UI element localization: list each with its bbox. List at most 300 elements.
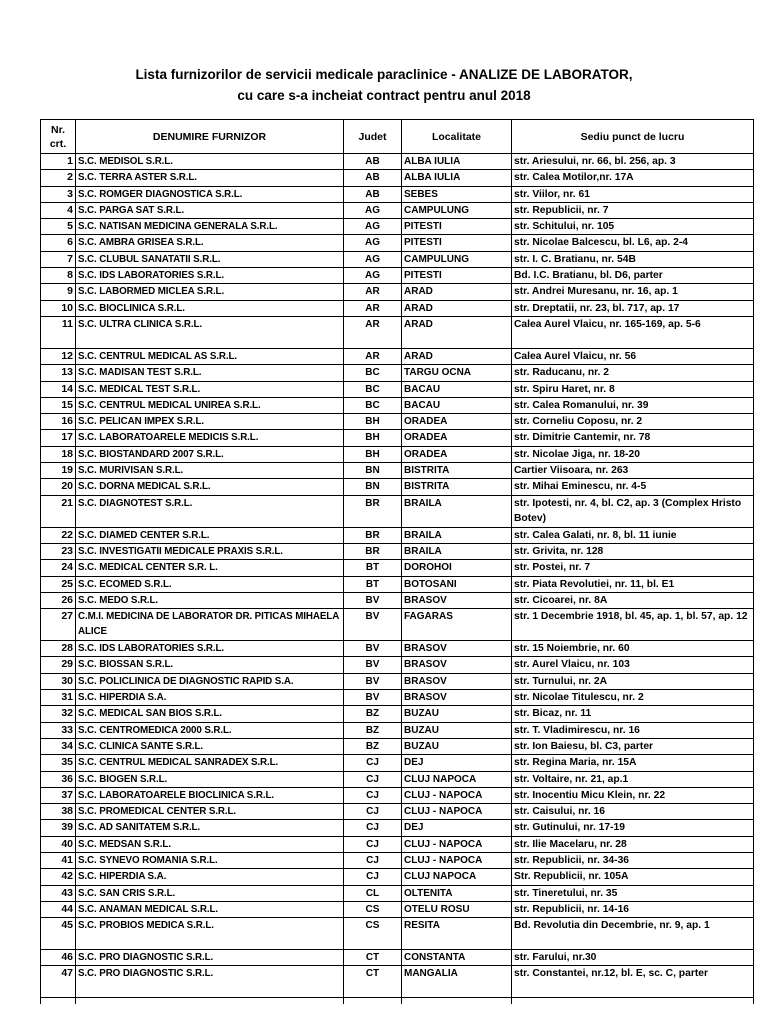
table-row xyxy=(41,641,754,657)
cell-sediu: str. Republicii, nr. 14-16 xyxy=(512,901,754,917)
cell-denumire: S.C. DORNA MEDICAL S.R.L. xyxy=(76,479,344,495)
cell-judet: BC xyxy=(344,365,402,381)
cell-judet: BR xyxy=(344,543,402,559)
cell-nr: 34 xyxy=(41,738,76,754)
cell-nr: 31 xyxy=(41,690,76,706)
cell-sediu: str. Ion Baiesu, bl. C3, parter xyxy=(512,738,754,754)
cell-sediu: str. Republicii, nr. 34-36 xyxy=(512,852,754,868)
table-row xyxy=(41,300,754,316)
cell-localitate: ARAD xyxy=(402,284,512,300)
cell-judet: BV xyxy=(344,592,402,608)
cell-sediu: Bd. Revolutia din Decembrie, nr. 9, ap. 1 xyxy=(512,918,754,950)
providers-table xyxy=(40,119,754,1004)
cell-judet: CJ xyxy=(344,755,402,771)
table-row xyxy=(41,430,754,446)
cell-judet: AB xyxy=(344,170,402,186)
cell-denumire: S.C. AMBRA GRISEA S.R.L. xyxy=(76,235,344,251)
cell-judet: CJ xyxy=(344,820,402,836)
cell-denumire: S.C. ANAMAN MEDICAL S.R.L. xyxy=(76,901,344,917)
cell-localitate: SEBES xyxy=(402,186,512,202)
cell-sediu: str. Nicolae Jiga, nr. 18-20 xyxy=(512,446,754,462)
table-row xyxy=(41,592,754,608)
table-end-row xyxy=(41,998,754,1005)
cell-denumire: S.C. CENTRUL MEDICAL AS S.R.L. xyxy=(76,348,344,364)
cell-localitate: CLUJ - NAPOCA xyxy=(402,787,512,803)
cell-localitate: DOROHOI xyxy=(402,560,512,576)
table-row xyxy=(41,755,754,771)
cell-localitate: BACAU xyxy=(402,381,512,397)
cell-denumire: S.C. PELICAN IMPEX S.R.L. xyxy=(76,414,344,430)
cell-localitate: OLTENITA xyxy=(402,885,512,901)
cell-denumire: C.M.I. MEDICINA DE LABORATOR DR. PITICAS MIHAELA ALICE xyxy=(76,609,344,641)
document-title xyxy=(0,64,768,106)
cell-denumire: S.C. AD SANITATEM S.R.L. xyxy=(76,820,344,836)
cell-localitate: CAMPULUNG xyxy=(402,202,512,218)
cell-denumire: S.C. BIOGEN S.R.L. xyxy=(76,771,344,787)
cell-denumire: S.C. ECOMED S.R.L. xyxy=(76,576,344,592)
cell-localitate: BRASOV xyxy=(402,690,512,706)
cell-nr: 18 xyxy=(41,446,76,462)
cell-nr: 47 xyxy=(41,966,76,998)
table-row xyxy=(41,722,754,738)
cell-sediu: str. Cicoarei, nr. 8A xyxy=(512,592,754,608)
cell-sediu: Cartier Viisoara, nr. 263 xyxy=(512,463,754,479)
cell-judet: AG xyxy=(344,235,402,251)
cell-denumire: S.C. CLUBUL SANATATII S.R.L. xyxy=(76,251,344,267)
table-row xyxy=(41,560,754,576)
cell-sediu: str. Gutinului, nr. 17-19 xyxy=(512,820,754,836)
cell-judet: BR xyxy=(344,495,402,527)
header-nr-crt xyxy=(41,120,76,154)
table-row xyxy=(41,657,754,673)
cell-sediu: str. Regina Maria, nr. 15A xyxy=(512,755,754,771)
cell-localitate: PITESTI xyxy=(402,219,512,235)
cell-denumire: S.C. PROBIOS MEDICA S.R.L. xyxy=(76,918,344,950)
cell-denumire: S.C. DIAGNOTEST S.R.L. xyxy=(76,495,344,527)
cell-nr: 8 xyxy=(41,268,76,284)
table-row xyxy=(41,316,754,348)
cell-denumire: S.C. PROMEDICAL CENTER S.R.L. xyxy=(76,804,344,820)
cell-nr: 26 xyxy=(41,592,76,608)
cell-sediu: Calea Aurel Vlaicu, nr. 165-169, ap. 5-6 xyxy=(512,316,754,348)
table-row xyxy=(41,202,754,218)
cell-judet: CJ xyxy=(344,787,402,803)
table-row xyxy=(41,479,754,495)
table-row xyxy=(41,397,754,413)
cell-denumire: S.C. HIPERDIA S.A. xyxy=(76,869,344,885)
table-header-row xyxy=(41,120,754,154)
table-row xyxy=(41,836,754,852)
header-crt-label: crt. xyxy=(49,137,67,150)
table-row xyxy=(41,738,754,754)
cell-judet: BT xyxy=(344,560,402,576)
cell-nr: 36 xyxy=(41,771,76,787)
cell-judet: BV xyxy=(344,609,402,641)
cell-denumire: S.C. ULTRA CLINICA S.R.L. xyxy=(76,316,344,348)
cell-nr: 29 xyxy=(41,657,76,673)
cell-judet: BV xyxy=(344,657,402,673)
cell-denumire: S.C. DIAMED CENTER S.R.L. xyxy=(76,527,344,543)
table-row xyxy=(41,787,754,803)
cell-denumire: S.C. LABORATOARELE MEDICIS S.R.L. xyxy=(76,430,344,446)
cell-judet: BZ xyxy=(344,738,402,754)
cell-nr: 45 xyxy=(41,918,76,950)
cell-localitate: BRAILA xyxy=(402,527,512,543)
cell-sediu: str. Inocentiu Micu Klein, nr. 22 xyxy=(512,787,754,803)
cell-sediu: Calea Aurel Vlaicu, nr. 56 xyxy=(512,348,754,364)
table-row xyxy=(41,950,754,966)
table-row xyxy=(41,690,754,706)
cell-judet: CS xyxy=(344,901,402,917)
header-judet: Judet xyxy=(344,120,402,154)
cell-nr: 32 xyxy=(41,706,76,722)
table-body xyxy=(41,154,754,1005)
cell-denumire: S.C. BIOCLINICA S.R.L. xyxy=(76,300,344,316)
table-row xyxy=(41,771,754,787)
table-row xyxy=(41,219,754,235)
cell-judet: AR xyxy=(344,300,402,316)
cell-localitate: ALBA IULIA xyxy=(402,170,512,186)
cell-localitate: DEJ xyxy=(402,755,512,771)
cell-nr: 22 xyxy=(41,527,76,543)
cell-sediu: str. Caisului, nr. 16 xyxy=(512,804,754,820)
cell-sediu: str. Constantei, nr.12, bl. E, sc. C, parter xyxy=(512,966,754,998)
cell-denumire: S.C. LABORMED MICLEA S.R.L. xyxy=(76,284,344,300)
cell-judet: AR xyxy=(344,348,402,364)
cell-localitate: CLUJ NAPOCA xyxy=(402,771,512,787)
cell-nr: 14 xyxy=(41,381,76,397)
cell-judet: CJ xyxy=(344,852,402,868)
cell-localitate: DEJ xyxy=(402,820,512,836)
cell-judet: CT xyxy=(344,966,402,998)
cell-localitate: ARAD xyxy=(402,348,512,364)
cell-judet: BC xyxy=(344,381,402,397)
cell-denumire: S.C. CENTRUL MEDICAL SANRADEX S.R.L. xyxy=(76,755,344,771)
cell-nr: 15 xyxy=(41,397,76,413)
cell-localitate: ORADEA xyxy=(402,414,512,430)
cell-judet: AB xyxy=(344,186,402,202)
cell-judet: BR xyxy=(344,527,402,543)
cell-denumire: S.C. HIPERDIA S.A. xyxy=(76,690,344,706)
table-row xyxy=(41,235,754,251)
cell-denumire: S.C. SAN CRIS S.R.L. xyxy=(76,885,344,901)
cell-denumire: S.C. MEDICAL CENTER S.R. L. xyxy=(76,560,344,576)
cell-nr: 28 xyxy=(41,641,76,657)
table-row xyxy=(41,918,754,950)
cell-judet: CT xyxy=(344,950,402,966)
table-row xyxy=(41,820,754,836)
cell-sediu: str. Calea Romanului, nr. 39 xyxy=(512,397,754,413)
cell-nr: 7 xyxy=(41,251,76,267)
table-row xyxy=(41,495,754,527)
table-row xyxy=(41,268,754,284)
cell-localitate: BOTOSANI xyxy=(402,576,512,592)
cell-judet: BH xyxy=(344,430,402,446)
table-row xyxy=(41,186,754,202)
cell-judet: CJ xyxy=(344,869,402,885)
cell-localitate: RESITA xyxy=(402,918,512,950)
cell-sediu: str. Ipotesti, nr. 4, bl. C2, ap. 3 (Complex Hristo Botev) xyxy=(512,495,754,527)
cell-denumire: S.C. NATISAN MEDICINA GENERALA S.R.L. xyxy=(76,219,344,235)
table-row xyxy=(41,527,754,543)
cell-localitate: BRASOV xyxy=(402,657,512,673)
table-row xyxy=(41,154,754,170)
table-row xyxy=(41,543,754,559)
cell-localitate: BRASOV xyxy=(402,641,512,657)
cell-sediu: str. Dreptatii, nr. 23, bl. 717, ap. 17 xyxy=(512,300,754,316)
empty-cell xyxy=(512,998,754,1005)
cell-denumire: S.C. CLINICA SANTE S.R.L. xyxy=(76,738,344,754)
table-row xyxy=(41,673,754,689)
cell-denumire: S.C. MEDICAL TEST S.R.L. xyxy=(76,381,344,397)
cell-judet: BH xyxy=(344,414,402,430)
cell-nr: 40 xyxy=(41,836,76,852)
cell-judet: AG xyxy=(344,202,402,218)
cell-judet: BH xyxy=(344,446,402,462)
cell-judet: BZ xyxy=(344,722,402,738)
cell-denumire: S.C. TERRA ASTER S.R.L. xyxy=(76,170,344,186)
cell-judet: CS xyxy=(344,918,402,950)
cell-nr: 5 xyxy=(41,219,76,235)
cell-sediu: str. Aurel Vlaicu, nr. 103 xyxy=(512,657,754,673)
table-row xyxy=(41,284,754,300)
header-sediu: Sediu punct de lucru xyxy=(512,120,754,154)
cell-sediu: str. Republicii, nr. 7 xyxy=(512,202,754,218)
cell-localitate: BRAILA xyxy=(402,543,512,559)
empty-cell xyxy=(76,998,344,1005)
cell-nr: 10 xyxy=(41,300,76,316)
cell-nr: 13 xyxy=(41,365,76,381)
table-row xyxy=(41,869,754,885)
cell-sediu: str. Ilie Macelaru, nr. 28 xyxy=(512,836,754,852)
cell-judet: BV xyxy=(344,641,402,657)
cell-nr: 2 xyxy=(41,170,76,186)
cell-denumire: S.C. IDS LABORATORIES S.R.L. xyxy=(76,641,344,657)
cell-localitate: PITESTI xyxy=(402,268,512,284)
cell-denumire: S.C. CENTRUL MEDICAL UNIREA S.R.L. xyxy=(76,397,344,413)
cell-judet: BT xyxy=(344,576,402,592)
cell-judet: BV xyxy=(344,673,402,689)
cell-sediu: str. Tineretului, nr. 35 xyxy=(512,885,754,901)
cell-localitate: FAGARAS xyxy=(402,609,512,641)
cell-denumire: S.C. MADISAN TEST S.R.L. xyxy=(76,365,344,381)
cell-localitate: BACAU xyxy=(402,397,512,413)
cell-localitate: BUZAU xyxy=(402,722,512,738)
cell-localitate: BUZAU xyxy=(402,706,512,722)
cell-denumire: S.C. PRO DIAGNOSTIC S.R.L. xyxy=(76,966,344,998)
cell-judet: AG xyxy=(344,268,402,284)
cell-sediu: Bd. I.C. Bratianu, bl. D6, parter xyxy=(512,268,754,284)
cell-sediu: str. T. Vladimirescu, nr. 16 xyxy=(512,722,754,738)
cell-denumire: S.C. PRO DIAGNOSTIC S.R.L. xyxy=(76,950,344,966)
cell-judet: BN xyxy=(344,463,402,479)
cell-nr: 11 xyxy=(41,316,76,348)
cell-sediu: str. Grivita, nr. 128 xyxy=(512,543,754,559)
cell-nr: 21 xyxy=(41,495,76,527)
cell-denumire: S.C. CENTROMEDICA 2000 S.R.L. xyxy=(76,722,344,738)
cell-denumire: S.C. MEDO S.R.L. xyxy=(76,592,344,608)
cell-sediu: str. Dimitrie Cantemir, nr. 78 xyxy=(512,430,754,446)
table-row xyxy=(41,446,754,462)
table-row xyxy=(41,576,754,592)
cell-localitate: BISTRITA xyxy=(402,463,512,479)
cell-localitate: TARGU OCNA xyxy=(402,365,512,381)
cell-sediu: str. Postei, nr. 7 xyxy=(512,560,754,576)
cell-sediu: str. Viilor, nr. 61 xyxy=(512,186,754,202)
cell-sediu: str. Schitului, nr. 105 xyxy=(512,219,754,235)
cell-nr: 43 xyxy=(41,885,76,901)
cell-localitate: CAMPULUNG xyxy=(402,251,512,267)
cell-denumire: S.C. LABORATOARELE BIOCLINICA S.R.L. xyxy=(76,787,344,803)
table-row xyxy=(41,706,754,722)
cell-judet: BN xyxy=(344,479,402,495)
cell-localitate: ALBA IULIA xyxy=(402,154,512,170)
cell-localitate: OTELU ROSU xyxy=(402,901,512,917)
empty-cell xyxy=(344,998,402,1005)
header-denumire: DENUMIRE FURNIZOR xyxy=(76,120,344,154)
cell-judet: BV xyxy=(344,690,402,706)
cell-nr: 38 xyxy=(41,804,76,820)
cell-localitate: CONSTANTA xyxy=(402,950,512,966)
cell-judet: CJ xyxy=(344,804,402,820)
table-row xyxy=(41,170,754,186)
cell-sediu: str. Bicaz, nr. 11 xyxy=(512,706,754,722)
cell-judet: AG xyxy=(344,251,402,267)
cell-sediu: str. Nicolae Balcescu, bl. L6, ap. 2-4 xyxy=(512,235,754,251)
cell-judet: CJ xyxy=(344,771,402,787)
table-row xyxy=(41,381,754,397)
cell-nr: 17 xyxy=(41,430,76,446)
cell-sediu: str. Andrei Muresanu, nr. 16, ap. 1 xyxy=(512,284,754,300)
cell-localitate: ARAD xyxy=(402,316,512,348)
cell-localitate: CLUJ NAPOCA xyxy=(402,869,512,885)
cell-sediu: str. Spiru Haret, nr. 8 xyxy=(512,381,754,397)
cell-localitate: ARAD xyxy=(402,300,512,316)
cell-sediu: str. I. C. Bratianu, nr. 54B xyxy=(512,251,754,267)
cell-localitate: ORADEA xyxy=(402,430,512,446)
cell-nr: 12 xyxy=(41,348,76,364)
cell-denumire: S.C. MEDSAN S.R.L. xyxy=(76,836,344,852)
cell-nr: 25 xyxy=(41,576,76,592)
cell-nr: 35 xyxy=(41,755,76,771)
empty-cell xyxy=(402,998,512,1005)
table-row xyxy=(41,414,754,430)
cell-denumire: S.C. POLICLINICA DE DIAGNOSTIC RAPID S.A. xyxy=(76,673,344,689)
cell-nr: 6 xyxy=(41,235,76,251)
cell-nr: 44 xyxy=(41,901,76,917)
cell-nr: 20 xyxy=(41,479,76,495)
cell-judet: AR xyxy=(344,316,402,348)
table-row xyxy=(41,348,754,364)
cell-localitate: MANGALIA xyxy=(402,966,512,998)
cell-nr: 46 xyxy=(41,950,76,966)
table-row xyxy=(41,804,754,820)
cell-nr: 37 xyxy=(41,787,76,803)
table-row xyxy=(41,609,754,641)
cell-localitate: BRASOV xyxy=(402,673,512,689)
table-row xyxy=(41,885,754,901)
cell-localitate: ORADEA xyxy=(402,446,512,462)
title-line-1: Lista furnizorilor de servicii medicale paraclinice - ANALIZE DE LABORATOR, xyxy=(135,67,633,82)
cell-nr: 30 xyxy=(41,673,76,689)
cell-sediu: str. Ariesului, nr. 66, bl. 256, ap. 3 xyxy=(512,154,754,170)
table-row xyxy=(41,365,754,381)
cell-nr: 41 xyxy=(41,852,76,868)
cell-judet: BC xyxy=(344,397,402,413)
cell-denumire: S.C. INVESTIGATII MEDICALE PRAXIS S.R.L. xyxy=(76,543,344,559)
empty-cell xyxy=(41,998,76,1005)
cell-nr: 4 xyxy=(41,202,76,218)
header-nr-label: Nr. xyxy=(50,123,65,136)
cell-sediu: str. Voltaire, nr. 21, ap.1 xyxy=(512,771,754,787)
cell-judet: CL xyxy=(344,885,402,901)
cell-sediu: str. Calea Galati, nr. 8, bl. 11 iunie xyxy=(512,527,754,543)
cell-localitate: BRAILA xyxy=(402,495,512,527)
cell-sediu: str. Nicolae Titulescu, nr. 2 xyxy=(512,690,754,706)
cell-nr: 16 xyxy=(41,414,76,430)
cell-judet: AB xyxy=(344,154,402,170)
cell-nr: 1 xyxy=(41,154,76,170)
cell-denumire: S.C. MURIVISAN S.R.L. xyxy=(76,463,344,479)
cell-sediu: str. Corneliu Coposu, nr. 2 xyxy=(512,414,754,430)
cell-localitate: PITESTI xyxy=(402,235,512,251)
cell-nr: 24 xyxy=(41,560,76,576)
cell-localitate: CLUJ - NAPOCA xyxy=(402,836,512,852)
cell-localitate: BUZAU xyxy=(402,738,512,754)
cell-nr: 19 xyxy=(41,463,76,479)
cell-nr: 3 xyxy=(41,186,76,202)
cell-denumire: S.C. BIOSSAN S.R.L. xyxy=(76,657,344,673)
cell-sediu: str. Farului, nr.30 xyxy=(512,950,754,966)
cell-sediu: str. Raducanu, nr. 2 xyxy=(512,365,754,381)
cell-sediu: str. Mihai Eminescu, nr. 4-5 xyxy=(512,479,754,495)
cell-denumire: S.C. IDS LABORATORIES S.R.L. xyxy=(76,268,344,284)
table-row xyxy=(41,852,754,868)
cell-judet: CJ xyxy=(344,836,402,852)
cell-sediu: str. Turnului, nr. 2A xyxy=(512,673,754,689)
cell-nr: 9 xyxy=(41,284,76,300)
cell-denumire: S.C. BIOSTANDARD 2007 S.R.L. xyxy=(76,446,344,462)
cell-denumire: S.C. MEDISOL S.R.L. xyxy=(76,154,344,170)
cell-sediu: str. Piata Revolutiei, nr. 11, bl. E1 xyxy=(512,576,754,592)
cell-nr: 23 xyxy=(41,543,76,559)
table-row xyxy=(41,251,754,267)
table-row xyxy=(41,901,754,917)
title-line-2: cu care s-a incheiat contract pentru anul 2018 xyxy=(237,88,531,103)
cell-nr: 33 xyxy=(41,722,76,738)
cell-denumire: S.C. PARGA SAT S.R.L. xyxy=(76,202,344,218)
cell-judet: AR xyxy=(344,284,402,300)
cell-localitate: CLUJ - NAPOCA xyxy=(402,804,512,820)
cell-denumire: S.C. ROMGER DIAGNOSTICA S.R.L. xyxy=(76,186,344,202)
cell-nr: 39 xyxy=(41,820,76,836)
table-row xyxy=(41,463,754,479)
cell-nr: 27 xyxy=(41,609,76,641)
cell-localitate: BISTRITA xyxy=(402,479,512,495)
cell-judet: AG xyxy=(344,219,402,235)
cell-nr: 42 xyxy=(41,869,76,885)
cell-sediu: str. 15 Noiembrie, nr. 60 xyxy=(512,641,754,657)
cell-localitate: CLUJ - NAPOCA xyxy=(402,852,512,868)
cell-denumire: S.C. SYNEVO ROMANIA S.R.L. xyxy=(76,852,344,868)
cell-sediu: str. 1 Decembrie 1918, bl. 45, ap. 1, bl. 57, ap. 12 xyxy=(512,609,754,641)
cell-sediu: Str. Republicii, nr. 105A xyxy=(512,869,754,885)
cell-judet: BZ xyxy=(344,706,402,722)
cell-denumire: S.C. MEDICAL SAN BIOS S.R.L. xyxy=(76,706,344,722)
table-row xyxy=(41,966,754,998)
cell-localitate: BRASOV xyxy=(402,592,512,608)
header-localitate: Localitate xyxy=(402,120,512,154)
